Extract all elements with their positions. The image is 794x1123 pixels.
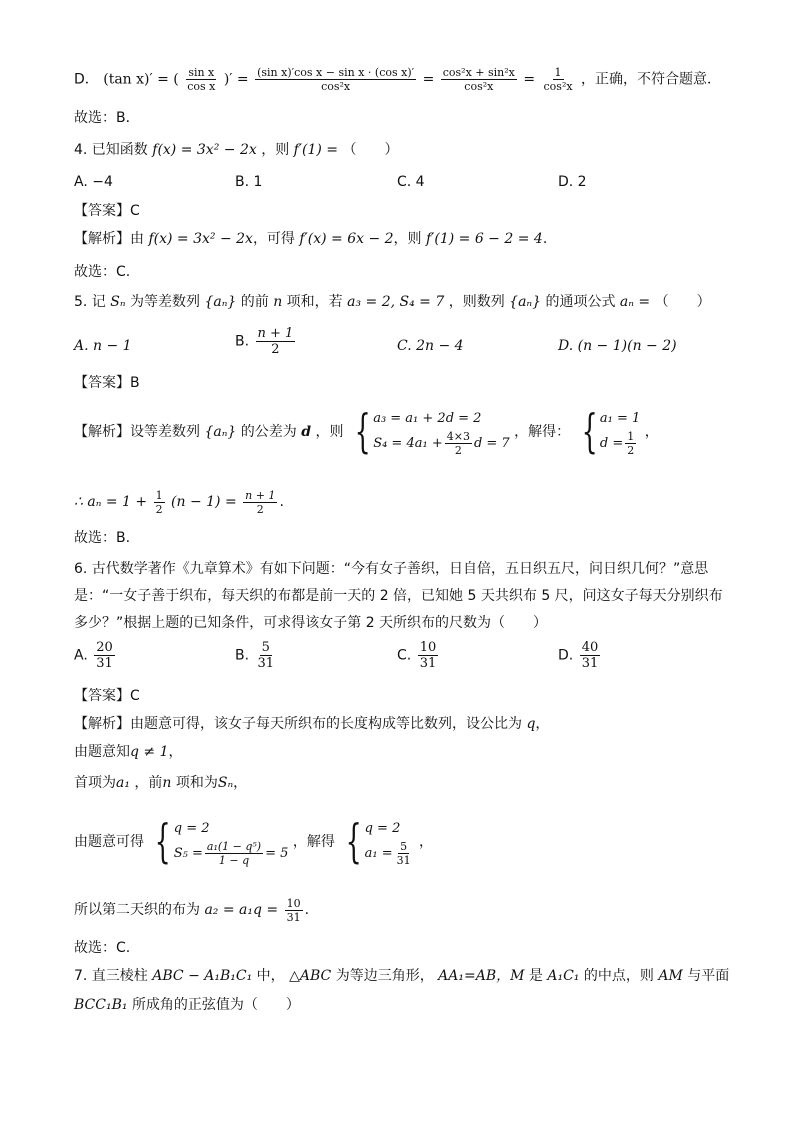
selection-line: 故选：B. bbox=[74, 530, 131, 546]
selection-line: 故选：C. bbox=[74, 940, 131, 956]
q5-option-c: C. 2n − 4 bbox=[397, 338, 464, 354]
q6-option-d: D. $\frac{40}{31}$ bbox=[558, 640, 599, 671]
question-7-line-1: 7. 直三棱柱 ABC − A₁B₁C₁ 中， △ABC 为等边三角形， AA₁=AB，M 是 A₁C₁ 的中点，则 AM 与平面 bbox=[74, 968, 730, 984]
question-5-stem: 5. 记 Sₙ 为等差数列 {aₙ} 的前 n 项和，若 a₃ = 2, S₄ = 7 ，则数列 {aₙ} 的通项公式 aₙ = （ ） bbox=[74, 294, 711, 310]
q5-option-b: B. $\frac{n + 1}{2}$ bbox=[235, 326, 294, 357]
q6-analysis-3: 首项为a₁ ，前n 项和为Sₙ， bbox=[74, 775, 248, 791]
q6-option-c: C. $\frac{10}{31}$ bbox=[397, 640, 437, 671]
answer-line: 【答案】B bbox=[74, 375, 140, 391]
q5-option-d: D. (n − 1)(n − 2) bbox=[558, 338, 677, 354]
question-6-line-3: 多少？”根据上题的已知条件，可求得该女子第 2 天所织布的尺数为（ ） bbox=[74, 615, 548, 631]
equation-system: { q = 2 a₁ = $\frac{5}{31}$ bbox=[345, 813, 411, 868]
question-6-line-2: 是：“一女子善于织布，每天织的布都是前一天的 2 倍，已知她 5 天共织布 5 尺，问这女子每天分别织布 bbox=[74, 588, 723, 604]
selection-line: 故选：B． bbox=[74, 110, 140, 126]
question-7-line-2: BCC₁B₁ 所成角的正弦值为（ ） bbox=[74, 997, 300, 1013]
q4-option-c: C. 4 bbox=[397, 174, 425, 190]
q5-analysis: 【解析】设等差数列 {aₙ} 的公差为 d ，则 { a₃ = a₁ + 2d = 2 S₄ = 4a₁ + $\frac{4\times 3}{2}$ d = 7 ，解得： { a₁ = 1 d = $\frac{1}{2}$ ， bbox=[74, 403, 659, 458]
equation-system: { a₁ = 1 d = $\frac{1}{2}$ bbox=[581, 403, 641, 458]
question-6-line-1: 6. 古代数学著作《九章算术》有如下问题：“今有女子善织，日自倍，五日织五尺，问日织几何？”意思 bbox=[74, 561, 709, 577]
fraction: $\frac{n + 1}{2}$ bbox=[257, 326, 294, 357]
q5-option-a: A. n − 1 bbox=[74, 338, 132, 354]
fraction: $\frac{\text{sin x}}{\text{cos x}}$ bbox=[187, 66, 216, 93]
q4-option-a: A. −4 bbox=[74, 174, 113, 190]
fraction: $\frac{1}{\text{cos²x}}$ bbox=[543, 66, 573, 93]
q6-analysis-1: 【解析】由题意可得，该女子每天所织布的长度构成等比数列，设公比为 q， bbox=[74, 716, 550, 732]
q4-analysis: 【解析】由 f(x) = 3x² − 2x，可得 f′(x) = 6x − 2，则 f′(1) = 6 − 2 = 4. bbox=[74, 231, 548, 247]
q5-result: ∴ aₙ = 1 + $\frac{1}{2}$ (n − 1) = $\frac{n + 1}{2}$ . bbox=[74, 488, 284, 516]
fraction: $\frac{\text{(sin x)′cos x − sin x · (cos x)′}}{\text{cos²x}}$ bbox=[257, 66, 415, 93]
option-d-derivation: D． (tan x)′ = ( $\frac{\text{sin x}}{\text{cos x}}$ )′ = $\frac{\text{(sin x)′cos x − sin x · (cos x)′}}{\text{cos²x}}$ = $\frac{\text{cos²x + sin²x}}{\text{cos²x}}$ = $\frac{1}{\text{cos²x}}$ ，正确，不符合题意． bbox=[74, 66, 722, 93]
answer-line: 【答案】C bbox=[74, 203, 140, 219]
equation-system: { q = 2 S₅ = $\frac{\text{a₁(1 − q⁵)}}{1 - q}$ = 5 bbox=[155, 813, 289, 868]
answer-line: 【答案】C bbox=[74, 688, 140, 704]
q6-option-b: B. $\frac{5}{31}$ bbox=[235, 640, 275, 671]
equation-system: { a₃ = a₁ + 2d = 2 S₄ = 4a₁ + $\frac{4\times 3}{2}$ d = 7 bbox=[354, 403, 510, 458]
selection-line: 故选：C. bbox=[74, 264, 131, 280]
q6-analysis-2: 由题意知q ≠ 1， bbox=[74, 744, 183, 760]
q6-analysis-4: 由题意可得 { q = 2 S₅ = $\frac{\text{a₁(1 − q⁵)}}{1 - q}$ = 5 ，解得 { q = 2 a₁ = $\frac{5}{31}$ ， bbox=[74, 813, 434, 868]
q4-option-d: D. 2 bbox=[558, 174, 587, 190]
q6-option-a: A. $\frac{20}{31}$ bbox=[74, 640, 113, 671]
q6-analysis-5: 所以第二天织的布为 a₂ = a₁q = $\frac{10}{31}$ . bbox=[74, 896, 310, 924]
fraction: $\frac{\text{cos²x + sin²x}}{\text{cos²x}}$ bbox=[442, 66, 515, 93]
q4-option-b: B. 1 bbox=[235, 174, 263, 190]
question-4-stem: 4. 已知函数 f(x) = 3x² − 2x ，则 f′(1) = （ ） bbox=[74, 142, 399, 158]
